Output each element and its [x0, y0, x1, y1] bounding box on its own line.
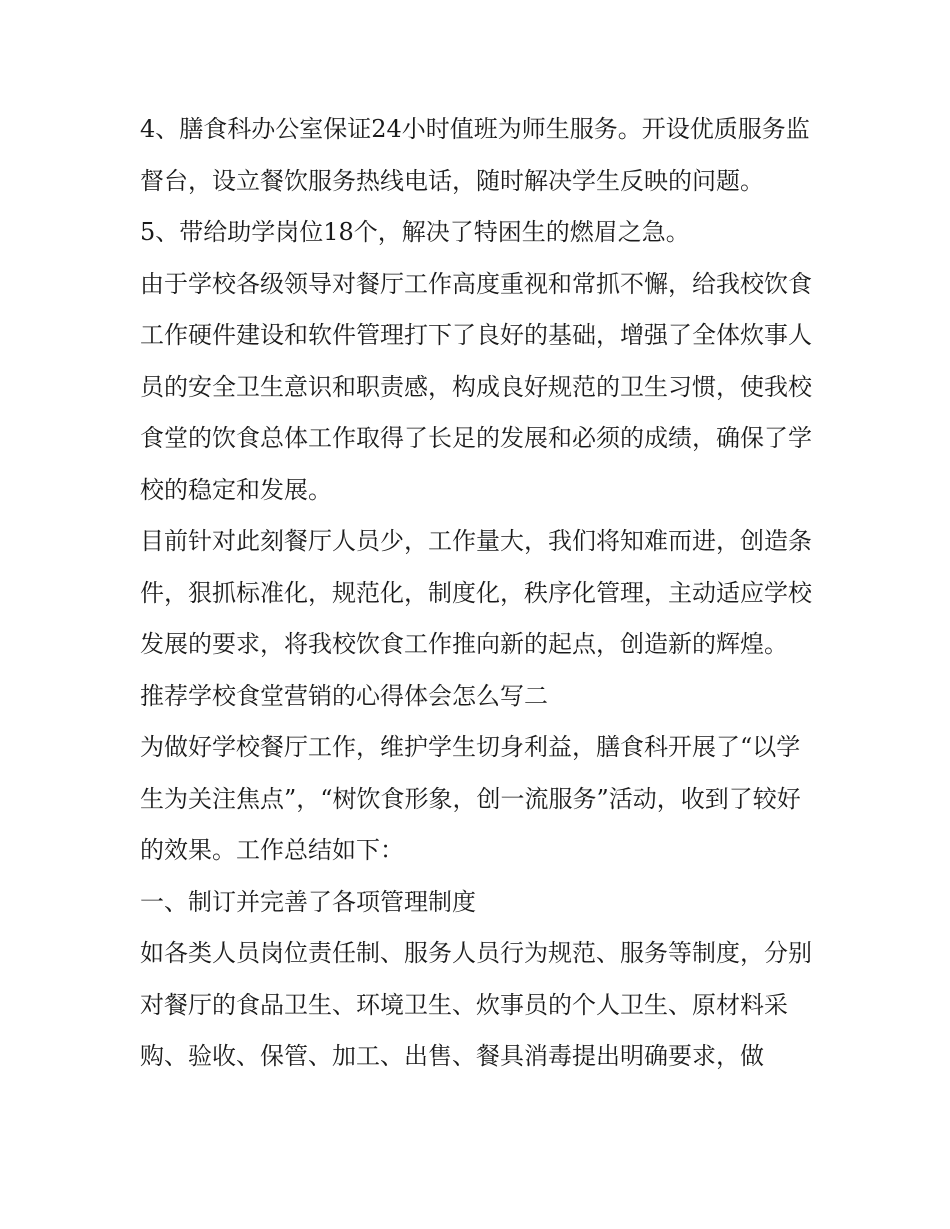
paragraph-duty-service: 4、膳食科办公室保证24小时值班为师生服务。开设优质服务监督台，设立餐饮服务热线电话，随时解决学生反映的问题。 [140, 115, 810, 195]
section-heading-part-two: 推荐学校食堂营销的心得体会怎么写二 [140, 681, 548, 710]
paragraph-campaign-intro: 为做好学校餐厅工作，维护学生切身利益，膳食科开展了“以学生为关注焦点”，“树饮食形象，创一流服务”活动，收到了较好的效果。工作总结如下： [140, 733, 801, 864]
subheading-management-system: 一、制订并完善了各项管理制度 [140, 887, 476, 916]
document-body [140, 104, 820, 1083]
paragraph-work-study-posts: 5、带给助学岗位18个，解决了特困生的燃眉之急。 [140, 218, 690, 246]
paragraph-responsibility-rules: 如各类人员岗位责任制、服务人员行为规范、服务等制度，分别对餐厅的食品卫生、环境卫生、炊事员的个人卫生、原材料采购、验收、保管、加工、出售、餐具消毒提出明确要求，做 [140, 939, 812, 1070]
paragraph-current-plans: 目前针对此刻餐厅人员少，工作量大，我们将知难而进，创造条件，狠抓标准化，规范化，制度化，秩序化管理，主动适应学校发展的要求，将我校饮食工作推向新的起点，创造新的辉煌。 [140, 527, 812, 658]
paragraph-leadership-attention: 由于学校各级领导对餐厅工作高度重视和常抓不懈，给我校饮食工作硬件建设和软件管理打下了良好的基础，增强了全体炊事人员的安全卫生意识和职责感，构成良好规范的卫生习惯，使我校食堂的饮食总体工作取得了长足的发展和必须的成绩，确保了学校的稳定和发展。 [140, 269, 812, 504]
